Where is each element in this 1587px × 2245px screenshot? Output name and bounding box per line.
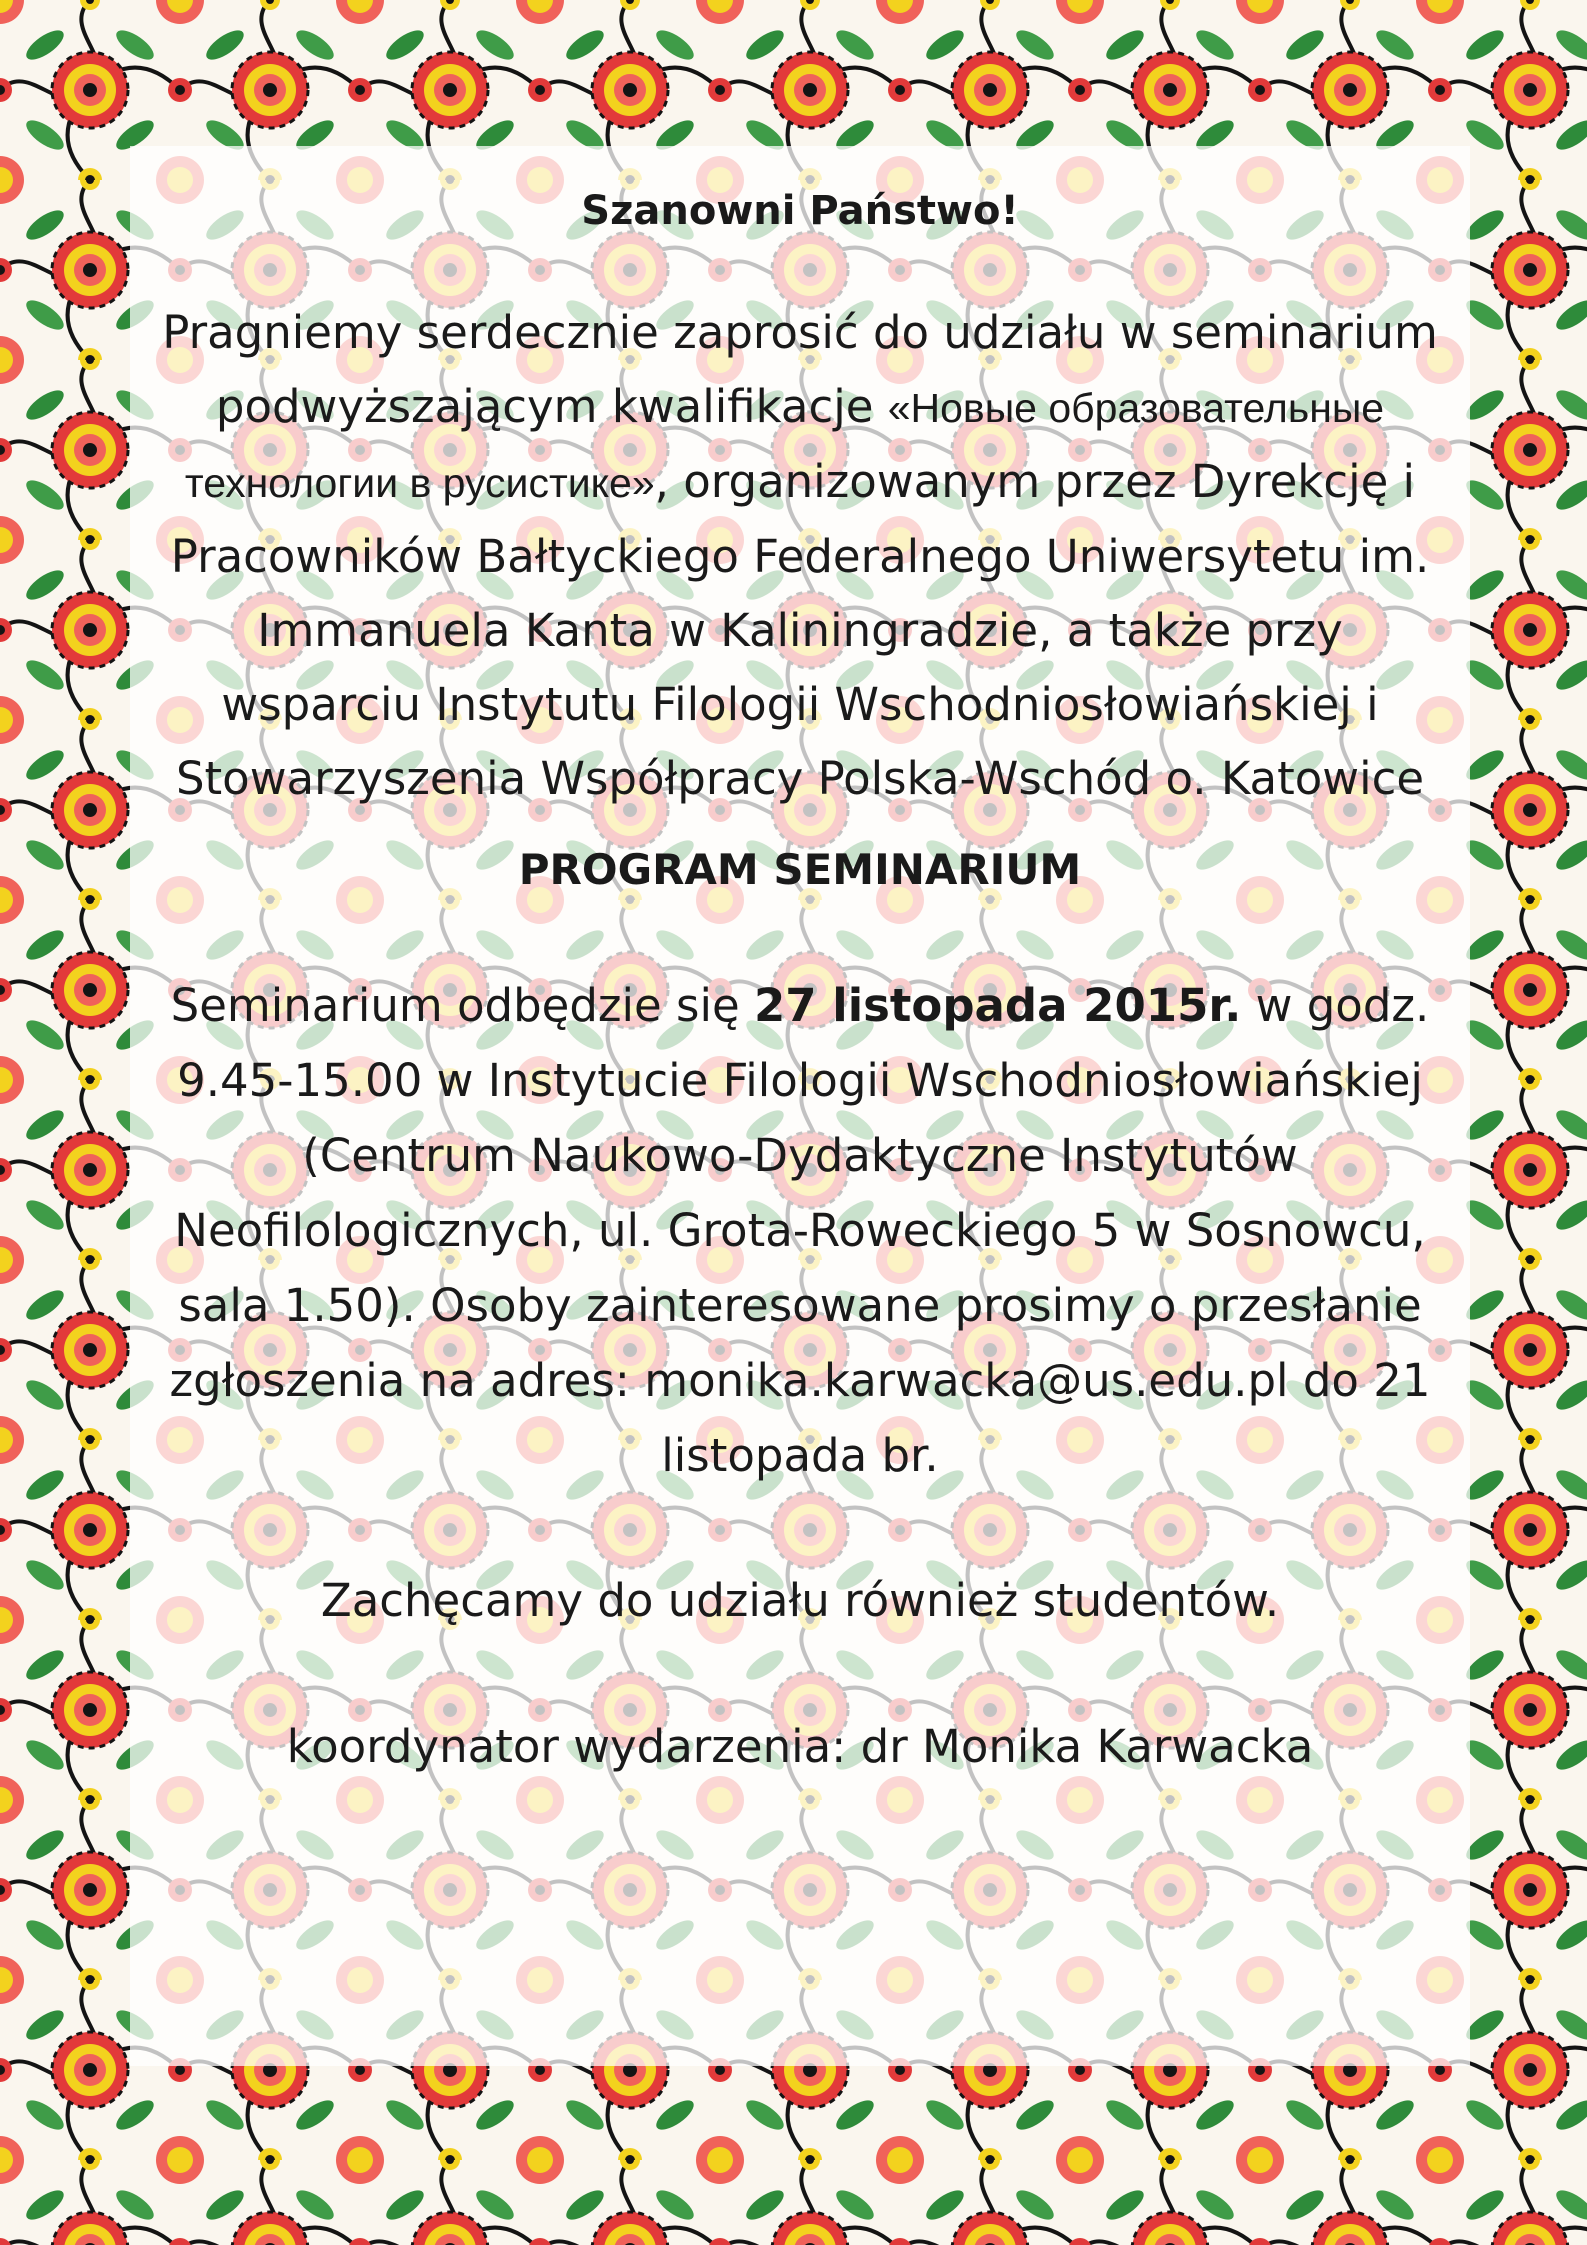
intro-text-after: , organizowanym przez Dyrekcję i Pracowników Bałtyckiego Federalnego Uniwersytetu im. Immanuela Kanta w Kaliningradzie, a także przy wsparciu Instytutu Filologii Wschodniosłowiańskiej i Stowarzyszenia Współpracy Polska-Wschód o. Katowice — [170, 455, 1430, 805]
greeting-heading: Szanowni Państwo! — [581, 188, 1019, 234]
seminar-date: 27 listopada 2015r. — [754, 979, 1242, 1032]
details-text-before: Seminarium odbędzie się — [170, 979, 740, 1032]
invitation-panel — [130, 146, 1470, 2066]
details-text-after: w godz. 9.45-15.00 w Instytucie Filologii Wschodniosłowiańskiej (Centrum Naukowo-Dydaktyczne Instytutów Neofilologicznych, ul. Grota-Roweckiego 5 w Sosnowcu, sala 1.50). Osoby zainteresowane prosimy o przesłanie zgłoszenia na adres: monika.karwacka@us.edu.pl do 21 listopada br. — [169, 979, 1431, 1482]
event-coordinator: koordynator wydarzenia: dr Monika Karwacka — [286, 1720, 1314, 1773]
seminar-title-russian: «Новые образовательные технологии в русистике» — [184, 385, 1385, 506]
intro-text-before: Pragniemy serdecznie zaprosić do udziału w seminarium podwyższającym kwalifikacje — [162, 306, 1438, 433]
program-heading: PROGRAM SEMINARIUM — [518, 845, 1082, 894]
students-note: Zachęcamy do udziału również studentów. — [320, 1574, 1280, 1627]
seminar-details-paragraph — [160, 968, 1440, 1493]
intro-paragraph — [160, 296, 1440, 816]
